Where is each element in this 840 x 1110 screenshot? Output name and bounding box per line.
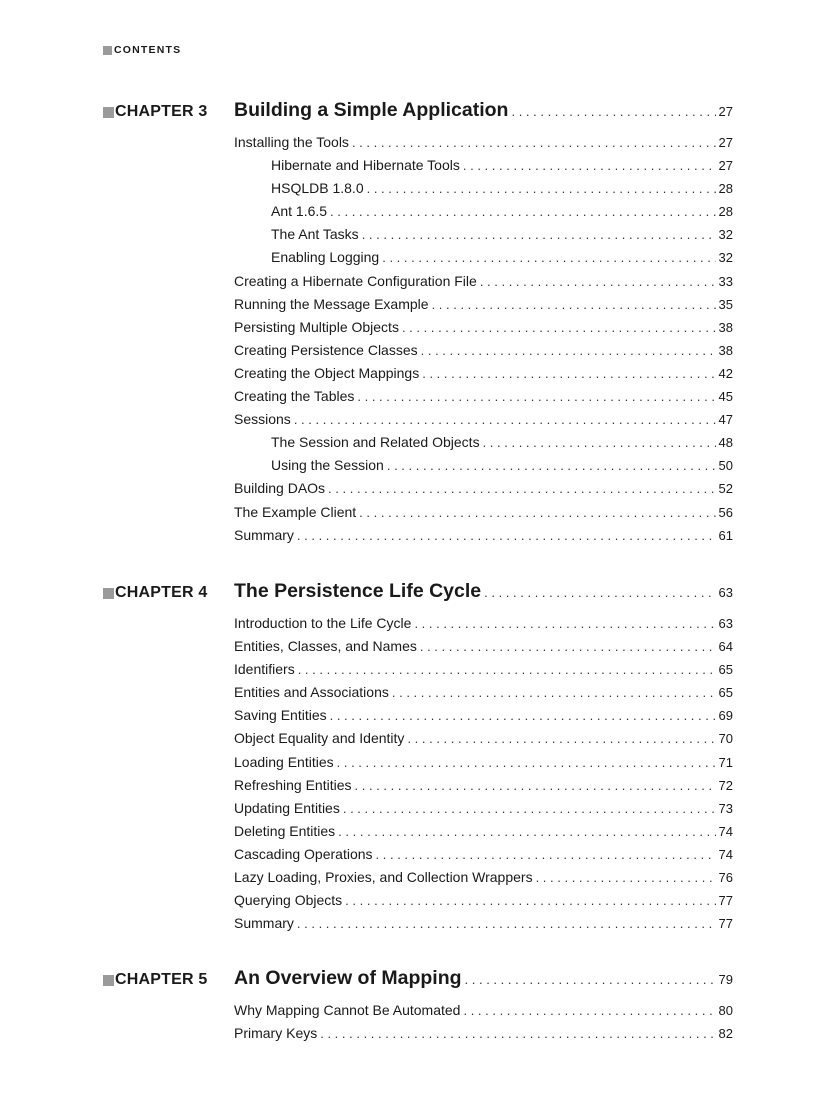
toc-entry[interactable] [234, 638, 733, 661]
entry-page-number: 65 [718, 662, 733, 678]
entry-title: Running the Message Example [234, 295, 429, 312]
dot-leader [355, 778, 716, 793]
dot-leader [402, 320, 716, 335]
toc-entry[interactable] [234, 411, 733, 434]
entry-page-number: 82 [718, 1026, 733, 1042]
chapter-section [103, 580, 733, 938]
toc-subentry[interactable] [234, 180, 733, 203]
entry-title: Sessions [234, 411, 291, 428]
dot-leader [422, 366, 715, 381]
dot-leader [511, 104, 715, 119]
entry-page-number: 73 [718, 800, 733, 816]
dot-leader [330, 708, 716, 723]
entry-title: Using the Session [271, 457, 384, 474]
dot-leader [362, 227, 716, 242]
entry-page-number: 33 [718, 273, 733, 289]
chapter-section [103, 99, 733, 550]
entry-page-number: 80 [718, 1003, 733, 1018]
toc-entry[interactable] [234, 480, 733, 503]
entry-page-number: 64 [718, 639, 733, 655]
toc-entry[interactable] [234, 273, 733, 296]
dot-leader [320, 1026, 715, 1041]
entry-title: Enabling Logging [271, 249, 380, 266]
entry-title: Persisting Multiple Objects [234, 318, 399, 335]
entry-title: Why Mapping Cannot Be Automated [234, 1002, 461, 1018]
chapter-title: The Persistence Life Cycle [234, 580, 482, 602]
dot-leader [465, 972, 716, 987]
entry-page-number: 35 [718, 296, 733, 312]
entry-title: The Ant Tasks [271, 226, 359, 243]
dot-leader [463, 1003, 715, 1018]
chapter-title: Building a Simple Application [234, 99, 509, 121]
dot-leader [463, 158, 716, 173]
entry-page-number: 28 [718, 181, 733, 197]
entry-title: Lazy Loading, Proxies, and Collection Wrappers [234, 869, 533, 886]
entry-page-number: 76 [718, 870, 733, 886]
toc-entry[interactable] [234, 661, 733, 684]
entry-title: Creating the Object Mappings [234, 364, 420, 381]
toc-subentry[interactable] [234, 157, 733, 180]
entry-title: Updating Entities [234, 799, 340, 816]
entry-page-number: 27 [718, 158, 733, 174]
entry-title: Summary [234, 526, 294, 543]
entry-page-number: 77 [718, 916, 733, 932]
dot-leader [387, 458, 716, 473]
chapter-page-number: 79 [718, 972, 733, 987]
entry-title: Building DAOs [234, 480, 326, 497]
entry-page-number: 71 [718, 754, 733, 770]
square-bullet-icon [103, 975, 114, 986]
toc-entry[interactable] [234, 754, 733, 777]
dot-leader [298, 662, 716, 677]
dot-leader [421, 343, 716, 358]
entry-list [234, 134, 733, 550]
square-bullet-icon [103, 107, 114, 118]
entry-title: The Session and Related Objects [271, 434, 480, 451]
entry-page-number: 38 [718, 319, 733, 335]
toc-entry[interactable] [234, 846, 733, 869]
toc-entry[interactable] [234, 527, 733, 550]
toc-entry[interactable] [234, 504, 733, 527]
toc-subentry[interactable] [234, 203, 733, 226]
entry-title: Ant 1.6.5 [271, 203, 328, 220]
entry-title: Loading Entities [234, 753, 334, 770]
toc-entry[interactable] [234, 684, 733, 707]
chapter-label-text: CHAPTER 4 [115, 584, 208, 601]
dot-leader [297, 528, 716, 543]
entry-page-number: 32 [718, 250, 733, 266]
entry-title: Creating a Hibernate Configuration File [234, 272, 477, 289]
chapter-page-number: 27 [718, 104, 733, 119]
toc-entry[interactable] [234, 1002, 733, 1025]
square-bullet-icon [103, 46, 112, 55]
toc-subentry[interactable] [234, 226, 733, 249]
chapter-label [103, 584, 207, 602]
toc-entry[interactable] [234, 892, 733, 915]
dot-leader [359, 505, 715, 520]
entry-title: Installing the Tools [234, 134, 349, 150]
toc-entry[interactable] [234, 296, 733, 319]
entry-title: Hibernate and Hibernate Tools [271, 157, 460, 174]
entry-title: Primary Keys [234, 1025, 318, 1042]
entry-title: Object Equality and Identity [234, 730, 405, 747]
entry-list [234, 1002, 733, 1048]
entry-page-number: 27 [718, 135, 733, 150]
entry-title: Creating Persistence Classes [234, 341, 418, 358]
dot-leader [357, 389, 715, 404]
running-head [103, 44, 181, 56]
entry-page-number: 42 [718, 365, 733, 381]
toc-entry[interactable] [234, 730, 733, 753]
toc-subentry[interactable] [234, 434, 733, 457]
square-bullet-icon [103, 588, 114, 599]
chapter-label-text: CHAPTER 3 [115, 103, 208, 120]
entry-page-number: 65 [718, 685, 733, 701]
entry-title: Summary [234, 915, 294, 932]
chapter-heading[interactable] [103, 580, 733, 608]
entry-title: Entities and Associations [234, 684, 389, 701]
entry-page-number: 52 [718, 481, 733, 497]
dot-leader [432, 297, 716, 312]
entry-page-number: 74 [718, 823, 733, 839]
toc-entry[interactable] [234, 800, 733, 823]
chapter-label-text: CHAPTER 5 [115, 971, 208, 988]
dot-leader [480, 274, 716, 289]
entry-title: Saving Entities [234, 707, 327, 724]
dot-leader [337, 755, 716, 770]
entry-title: Cascading Operations [234, 845, 373, 862]
toc-entry[interactable] [234, 915, 733, 938]
entry-page-number: 69 [718, 708, 733, 724]
entry-page-number: 50 [718, 458, 733, 474]
dot-leader [294, 412, 716, 427]
dot-leader [414, 616, 715, 631]
entry-page-number: 48 [718, 435, 733, 451]
entry-page-number: 38 [718, 342, 733, 358]
entry-page-number: 32 [718, 227, 733, 243]
chapter-section [103, 967, 733, 1048]
toc-entry[interactable] [234, 1025, 733, 1048]
dot-leader [420, 639, 716, 654]
entry-page-number: 74 [718, 846, 733, 862]
dot-leader [367, 181, 716, 196]
entry-title: Creating the Tables [234, 388, 355, 405]
chapter-heading[interactable] [103, 967, 733, 995]
toc-subentry[interactable] [234, 249, 733, 272]
dot-leader [338, 824, 715, 839]
entry-page-number: 47 [718, 412, 733, 428]
entry-title: Querying Objects [234, 892, 343, 909]
chapter-heading[interactable] [103, 99, 733, 127]
dot-leader [392, 685, 716, 700]
entry-page-number: 70 [718, 731, 733, 747]
dot-leader [483, 435, 716, 450]
dot-leader [343, 801, 716, 816]
chapter-page-number: 63 [718, 585, 733, 600]
toc-entry[interactable] [234, 365, 733, 388]
dot-leader [330, 204, 715, 219]
dot-leader [376, 847, 716, 862]
toc-entry[interactable] [234, 869, 733, 892]
dot-leader [382, 250, 715, 265]
toc-entry[interactable] [234, 388, 733, 411]
entry-page-number: 28 [718, 204, 733, 220]
toc-entry[interactable] [234, 134, 733, 157]
entry-title: The Example Client [234, 503, 357, 520]
dot-leader [345, 893, 715, 908]
chapter-label [103, 103, 207, 121]
entry-page-number: 61 [718, 527, 733, 543]
chapter-label [103, 971, 207, 989]
entry-title: Introduction to the Life Cycle [234, 615, 412, 631]
entry-list [234, 615, 733, 938]
toc-entry[interactable] [234, 707, 733, 730]
toc-entry[interactable] [234, 319, 733, 342]
entry-title: Entities, Classes, and Names [234, 638, 417, 655]
entry-page-number: 77 [718, 893, 733, 909]
toc-entry[interactable] [234, 342, 733, 365]
entry-title: Identifiers [234, 661, 295, 678]
toc-entry[interactable] [234, 777, 733, 800]
running-head-text: CONTENTS [114, 44, 182, 56]
dot-leader [352, 135, 716, 150]
entry-title: Deleting Entities [234, 822, 336, 839]
dot-leader [297, 916, 716, 931]
dot-leader [484, 585, 715, 600]
entry-title: HSQLDB 1.8.0 [271, 180, 364, 197]
dot-leader [407, 731, 715, 746]
toc-entry[interactable] [234, 823, 733, 846]
entry-title: Refreshing Entities [234, 776, 352, 793]
entry-page-number: 63 [718, 616, 733, 631]
entry-page-number: 45 [718, 389, 733, 405]
toc-subentry[interactable] [234, 457, 733, 480]
entry-page-number: 56 [718, 504, 733, 520]
dot-leader [536, 870, 716, 885]
chapter-title: An Overview of Mapping [234, 967, 462, 989]
dot-leader [328, 481, 715, 496]
entry-page-number: 72 [718, 777, 733, 793]
toc-entry[interactable] [234, 615, 733, 638]
